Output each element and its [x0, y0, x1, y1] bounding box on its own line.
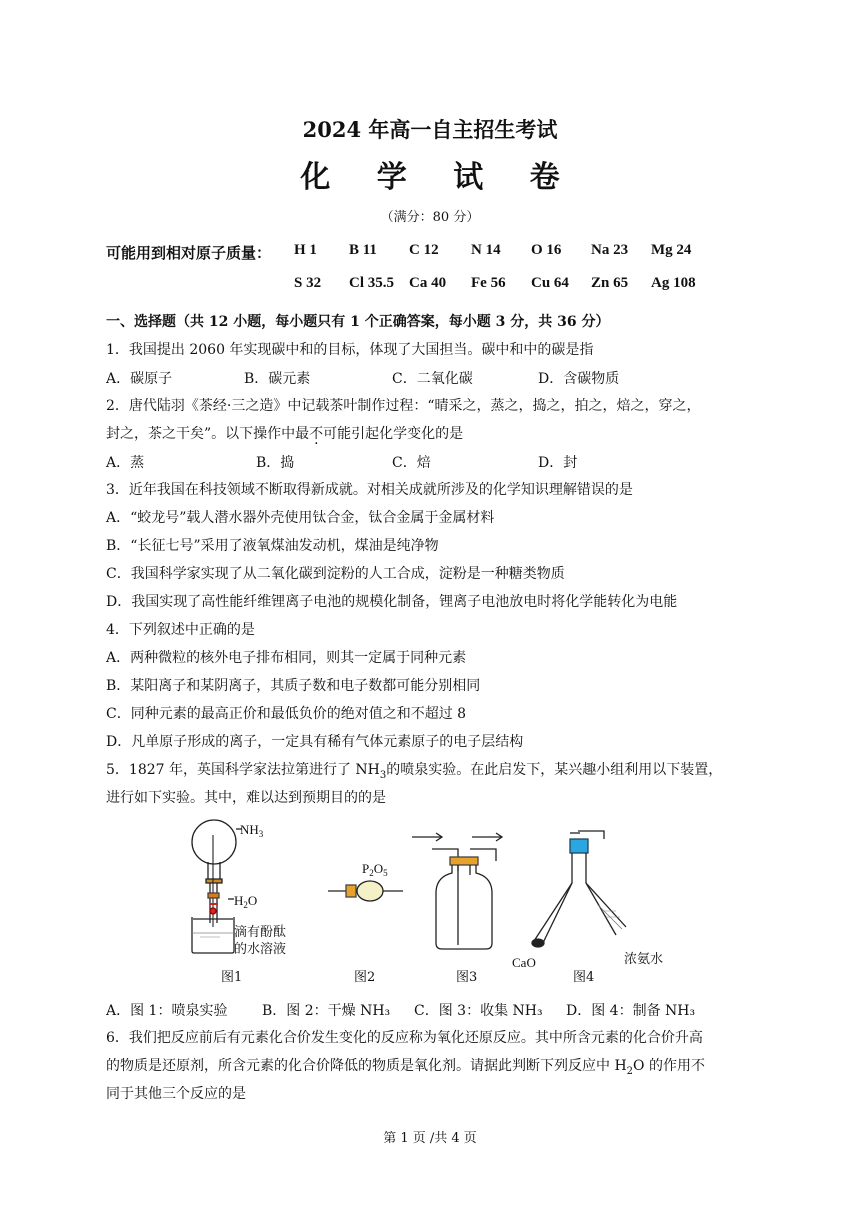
q5-option-a: A．图 1：喷泉实验 [106, 1003, 228, 1019]
q5-figures [170, 815, 710, 975]
fig1-nh3-label: $NH_3$ [240, 822, 264, 839]
q2-stem-line2 [106, 424, 463, 444]
fig1-flask-icon [192, 820, 236, 864]
fig4-cao-label: CaO [512, 955, 536, 970]
mass-item: B 11 [349, 242, 377, 258]
fig4-caption: 图4 [573, 970, 595, 985]
q2-option-b: B．捣 [256, 455, 295, 471]
fig1-h2o-label: $H_2O$ [234, 893, 258, 910]
fig2-caption: 图2 [354, 970, 376, 985]
q6-line-part: 的物质是还原剂，所含元素的化合价降低的物质是氧化剂。请据此判断下列反应中 H [106, 1058, 627, 1074]
q6-line-sub: 2 [626, 1065, 634, 1077]
fig1-caption: 图1 [221, 970, 243, 985]
exam-title: 2024 年高一自主招生考试 [302, 117, 558, 142]
mass-item: Na 23 [591, 242, 629, 258]
q2-stem-part: 封之，茶之干矣”。以下操作中最 [106, 426, 310, 442]
q3-option-d: D．我国实现了高性能纤维锂离子电池的规模化制备，锂离子电池放电时将化学能转化为电能 [106, 594, 678, 610]
mass-item: Fe 56 [471, 275, 506, 291]
q2-option-d: D．封 [538, 455, 578, 471]
section-heading: 一、选择题（共 12 小题，每小题只有 1 个正确答案，每小题 3 分，共 36 分） [106, 314, 610, 330]
full-score: （满分：80 分） [380, 210, 480, 225]
mass-item: Cu 64 [531, 275, 569, 291]
mass-item: N 14 [471, 242, 501, 258]
q3-option-c: C．我国科学家实现了从二氧化碳到淀粉的人工合成，淀粉是一种糖类物质 [106, 566, 565, 582]
q5-stem-line1 [106, 760, 722, 786]
q6-line2 [106, 1056, 705, 1082]
q4-option-b: B．某阳离子和某阴离子，其质子数和电子数都可能分别相同 [106, 678, 481, 694]
q6-line1: 6．我们把反应前后有元素化合价发生变化的反应称为氧化还原反应。其中所含元素的化合价升高 [106, 1030, 703, 1046]
mass-item: Ag 108 [651, 275, 696, 291]
fig3-bottle-icon [436, 865, 492, 949]
q2-option-a: A．蒸 [106, 455, 145, 471]
mass-item: O 16 [531, 242, 562, 258]
page-footer: 第 1 页 /共 4 页 [383, 1131, 477, 1146]
q5-option-c: C．图 3：收集 NH₃ [414, 1003, 543, 1019]
mass-item: Cl 35.5 [349, 275, 394, 291]
q4-stem: 4．下列叙述中正确的是 [106, 622, 255, 638]
q1-option-a: A．碳原子 [106, 371, 173, 387]
q3-stem: 3．近年我国在科技领域不断取得新成就。对相关成就所涉及的化学知识理解错误的是 [106, 482, 633, 498]
q2-emphasis: 不 [309, 426, 324, 442]
mass-label: 可能用到相对原子质量： [106, 246, 272, 262]
exam-subtitle: 化 学 试 卷 [300, 160, 578, 195]
fig3-caption: 图3 [456, 970, 478, 985]
mass-item: C 12 [409, 242, 439, 258]
q4-option-a: A．两种微粒的核外电子排布相同，则其一定属于同种元素 [106, 650, 467, 666]
mass-row-1 [294, 242, 691, 259]
mass-item: H 1 [294, 242, 317, 258]
fig3-arrow-icon [412, 833, 442, 841]
q1-option-b: B．碳元素 [244, 371, 311, 387]
q6-line3: 同于其他三个反应的是 [106, 1086, 246, 1102]
mass-item: S 32 [294, 275, 322, 291]
q3-option-a: A．“蛟龙号”载人潜水器外壳使用钛合金，钛合金属于金属材料 [106, 510, 495, 526]
fig4-y-tube-icon [542, 853, 616, 945]
q5-stem-sub: 3 [379, 769, 387, 781]
fig3-arrow-icon [472, 833, 502, 841]
q1-stem: 1．我国提出 2060 年实现碳中和的目标，体现了大国担当。碳中和中的碳是指 [106, 342, 594, 358]
q2-stem-part: 可能引起化学变化的是 [323, 426, 464, 442]
q2-stem-line1: 2．唐代陆羽《茶经·三之造》中记载茶叶制作过程：“晴采之，蒸之，捣之，拍之，焙之，穿之， [106, 398, 701, 414]
q2-option-c: C．焙 [392, 455, 431, 471]
q5-option-b: B．图 2：干燥 NH₃ [262, 1003, 391, 1019]
mass-item: Ca 40 [409, 275, 447, 291]
q5-option-d: D．图 4：制备 NH₃ [566, 1003, 696, 1019]
mass-item: Mg 24 [651, 242, 692, 258]
q5-stem-part: 的喷泉实验。在此启发下，某兴趣小组利用以下装置， [386, 762, 723, 778]
fig1-solution-label-2: 的水溶液 [234, 941, 287, 956]
fig4-ammonia-label: 浓氨水 [624, 951, 664, 966]
q5-stem-part: 5．1827 年，英国科学家法拉第进行了 NH [106, 762, 380, 778]
fig1-solution-label-1: 滴有酚酞 [234, 924, 287, 939]
mass-item: Zn 65 [591, 275, 629, 291]
q4-option-c: C．同种元素的最高正价和最低负价的绝对值之和不超过 8 [106, 706, 467, 722]
mass-row-2 [294, 275, 696, 292]
q1-option-c: C．二氧化碳 [392, 371, 473, 387]
q1-option-d: D．含碳物质 [538, 371, 620, 387]
q5-stem-line2: 进行如下实验。其中，难以达到预期目的的是 [106, 790, 386, 806]
fig2-p2o5-label: $P_2O_5$ [362, 861, 388, 878]
q6-line-part: O 的作用不 [633, 1058, 705, 1074]
q4-option-d: D．凡单原子形成的离子，一定具有稀有气体元素原子的电子层结构 [106, 734, 524, 750]
q3-option-b: B．“长征七号”采用了液氧煤油发动机，煤油是纯净物 [106, 538, 439, 554]
